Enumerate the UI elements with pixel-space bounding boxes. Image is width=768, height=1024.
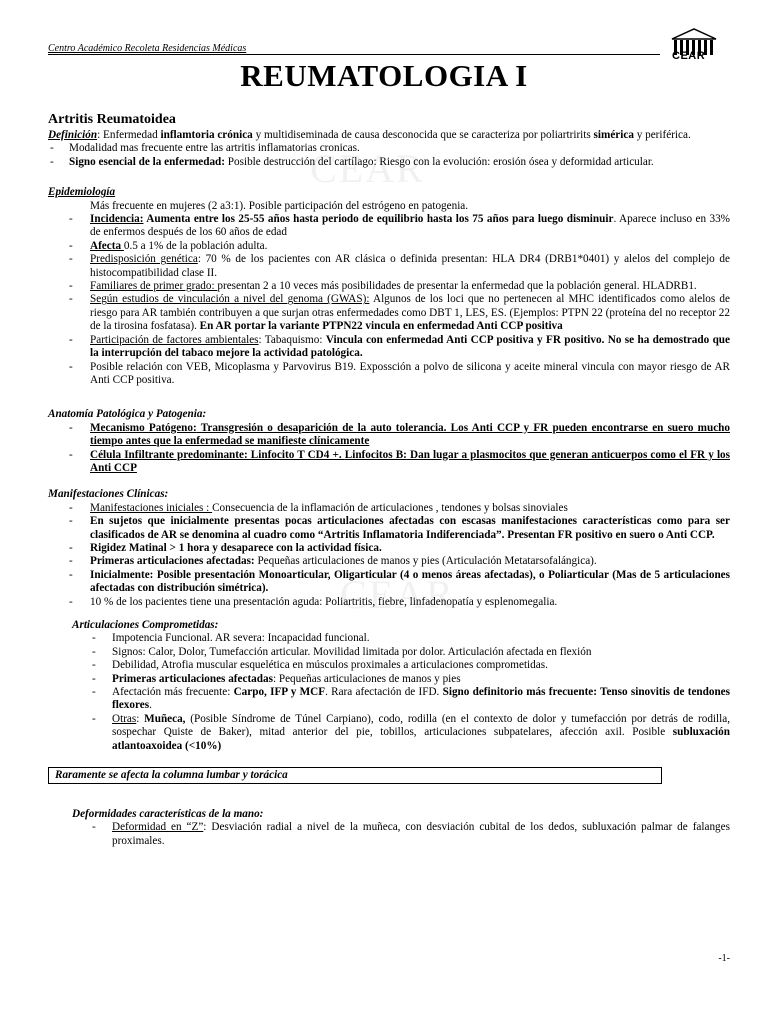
page-number: -1- <box>718 953 730 964</box>
header-rule <box>48 54 660 55</box>
text: . Rara afectación de IFD. <box>325 686 443 699</box>
text: 0.5 a 1% de la población adulta. <box>123 239 268 252</box>
page-title: REUMATOLOGIA I <box>240 58 528 93</box>
note-box: Raramente se afecta la columna lumbar y torácica <box>48 767 662 784</box>
bold-text: Primeras articulaciones afectadas: <box>90 555 255 568</box>
bold-text: inflamtoria crónica <box>160 129 253 141</box>
list-item <box>48 280 730 293</box>
list-item <box>48 686 730 713</box>
bold-text: En AR portar la variante PTPN22 vincula en enfermedad Anti CCP positiva <box>199 320 563 333</box>
text: . Aparece incluso en 33% de enfermos después de los 60 años de edad <box>90 213 730 239</box>
list-item <box>48 156 730 169</box>
list-item <box>48 821 730 848</box>
list-item <box>48 713 730 753</box>
manifestaciones-list <box>48 501 730 617</box>
list-item <box>48 515 730 542</box>
list-item <box>48 569 730 596</box>
text: Algunos de los loci que no pertenecen al MHC identificados como alelos de riesgo para AR también contribuyen a que surjan otras enfermedades como DBT 1, LES, ES. (Ejemplos: PTPN 22 (proteína del no receptor 22 de la tirosina fosfatasa). <box>90 293 730 333</box>
bold-text: Inicialmente: Posible presentación Monoarticular, Oligarticular (4 o menos áreas afectadas), o Poliarticular (Mas de 5 articulaciones afectadas con distribución simétrica). <box>90 568 730 595</box>
text: Posible destrucción del cartílago: Riesgo con la evolución: erosión ósea y deformidad articular. <box>225 155 654 168</box>
list-item <box>48 334 730 361</box>
definition-paragraph <box>48 129 730 142</box>
item-label: Deformidad en “Z” <box>112 821 204 834</box>
intro-list <box>48 142 730 169</box>
list-item <box>48 646 730 659</box>
list-item <box>48 240 730 253</box>
item-label: Otras <box>112 712 137 725</box>
epidemiologia-list <box>48 213 730 387</box>
epidemiologia-intro: Más frecuente en mujeres (2 a3:1). Posible participación del estrógeno en patogenia. <box>90 199 469 212</box>
text: : Desviación radial a nivel de la muñeca, con desviación cubital de los dedos, subluxación palmar de falanges proximales. <box>112 821 730 847</box>
text: Signos: Calor, Dolor, Tumefacción articular. Movilidad limitada por dolor. Articulación afectada en flexión <box>112 645 592 658</box>
list-item <box>48 449 730 476</box>
bold-text: Dan lugar a plasmocitos que generan anticuerpos como el FR y los Anti CCP <box>90 448 731 474</box>
text: Modalidad mas frecuente entre las artritis inflamatorias cronicas. <box>69 142 360 155</box>
manifestaciones-heading: Manifestaciones Clínicas: <box>48 488 169 501</box>
articulaciones-list <box>48 632 730 753</box>
header-institution: Centro Académico Recoleta Residencias Médicas <box>48 43 247 54</box>
watermark: CEAR <box>310 146 425 191</box>
text: . <box>149 699 152 712</box>
text: Pequeñas articulaciones de manos y pies (Articulación Metatarsofalángica). <box>254 555 597 568</box>
list-item <box>48 361 730 388</box>
bold-text: Rigidez Matinal > 1 hora y desaparece con la actividad física. <box>90 541 382 554</box>
list-item <box>48 142 730 155</box>
list-item <box>48 253 730 280</box>
articulaciones-heading: Articulaciones Comprometidas: <box>72 619 219 631</box>
epidemiologia-heading: Epidemiología <box>48 186 116 199</box>
text: : Pequeñas articulaciones de manos y pies <box>272 672 461 685</box>
bold-text: Primeras articulaciones afectadas <box>112 672 273 685</box>
text: y multidiseminada de causa desconocida que se caracteriza por poliartririts <box>252 129 594 141</box>
list-item <box>48 293 730 333</box>
item-label: Célula Infiltrante predominante <box>90 448 244 461</box>
bold-text: Signo esencial de la enfermedad: <box>69 155 225 168</box>
bold-text: Carpo, IFP y MCF <box>233 686 326 699</box>
text: : 70 % de los pacientes con AR clásica o definida presentan: HLA DR4 (DRB1*0401) y alelos del complejo de histocompatibilidad clase II. <box>90 253 730 279</box>
text: Impotencia Funcional. AR severa: Incapacidad funcional. <box>112 632 370 645</box>
item-label: Manifestaciones iniciales : <box>90 501 213 514</box>
bold-text: Signo definitorio más frecuente: Tenso sinovitis de tendones flexores <box>112 686 730 712</box>
item-label: Mecanismo Patógeno: <box>90 421 197 434</box>
watermark: CEAR <box>340 572 455 617</box>
text: : Tabaquismo: <box>258 333 326 346</box>
item-label: Afecta <box>90 239 124 252</box>
text: : Enfermedad <box>97 129 161 141</box>
text: 10 % de los pacientes tiene una presentación aguda: Poliartritis, fiebre, linfadenopatía y esplenomegalia. <box>90 595 558 608</box>
bold-text: Transgresión o desaparición de la auto tolerancia. Los Anti CCP y FR pueden encontrarse en suero mucho tiempo antes que la enfermedad se manifieste clínicamente <box>90 421 730 448</box>
text: : <box>136 712 145 725</box>
bold-text: En sujetos que inicialmente presentas pocas articulaciones afectadas con escasas manifestaciones características como para ser clasificados de AR se denomina al cuadro como “Artritis Inflamatoria Indiferenciada”. Presentan FR positivo en suero o Anti CCP. <box>90 515 730 541</box>
item-label: Linfocitos B: <box>344 448 407 461</box>
section-title: Artritis Reumatoidea <box>48 112 176 127</box>
item-label: Predisposición genética <box>90 253 198 266</box>
deformidades-heading: Deformidades características de la mano: <box>72 808 264 821</box>
list-item <box>48 673 730 686</box>
list-item <box>48 659 730 672</box>
text: presentan 2 a 10 veces más posibilidades de presentar la enfermedad que la población general. HLADRB1. <box>217 280 697 293</box>
list-item <box>48 542 730 555</box>
deformidades-list <box>48 821 730 848</box>
definition-label: Definición <box>48 129 98 141</box>
list-item <box>48 502 730 515</box>
list-item <box>48 555 730 568</box>
item-label: Según estudios de vinculación a nivel del genoma (GWAS): <box>90 293 370 306</box>
item-label: Familiares de primer grado: <box>90 280 218 293</box>
list-item <box>48 632 730 645</box>
bold-text: Aumenta entre los 25-55 años hasta periodo de equilibrio hasta los 75 años para luego disminuir <box>143 213 614 226</box>
bold-text: subluxación atlantoaxoidea (<10%) <box>112 726 730 752</box>
item-label: Participación de factores ambientales <box>90 333 259 346</box>
text: (Posible Síndrome de Túnel Carpiano), codo, rodilla (en el contexto de dolor y tumefacción por detrás de rodilla, sospechar Quiste de Baker), mitad anterior del pie, tobillos, articulaciones subpatelares, afección axil. Posible <box>112 712 731 739</box>
item-label: Incidencia: <box>90 213 144 226</box>
bold-text: : Linfocito T CD4 +. <box>243 448 345 461</box>
text: Posible relación con VEB, Micoplasma y Parvovirus B19. Expossción a polvo de silicona y aceite mineral vincula con mayor riesgo de AR Anti CCP positiva. <box>90 360 730 386</box>
text: Debilidad, Atrofia muscular esquelética en músculos proximales a articulaciones comprometidas. <box>112 659 548 672</box>
anatomia-heading: Anatomía Patológica y Patogenia: <box>48 408 207 421</box>
bold-text: Muñeca, <box>144 712 186 725</box>
logo-text: CEAR <box>672 50 706 62</box>
list-item <box>48 422 730 449</box>
list-item <box>48 213 730 240</box>
text: y periférica. <box>633 129 691 141</box>
text: Afectación más frecuente: <box>112 686 234 699</box>
document-body <box>48 111 730 848</box>
bold-text: simérica <box>593 129 634 141</box>
list-item <box>48 596 730 609</box>
text: Consecuencia de la inflamación de articulaciones , tendones y bolsas sinoviales <box>212 501 568 514</box>
anatomia-list <box>48 422 730 476</box>
bold-text: Vincula con enfermedad Anti CCP positiva y FR positivo. No se ha demostrado que la interrupción del tabaco mejore la actividad patológica. <box>90 333 730 360</box>
